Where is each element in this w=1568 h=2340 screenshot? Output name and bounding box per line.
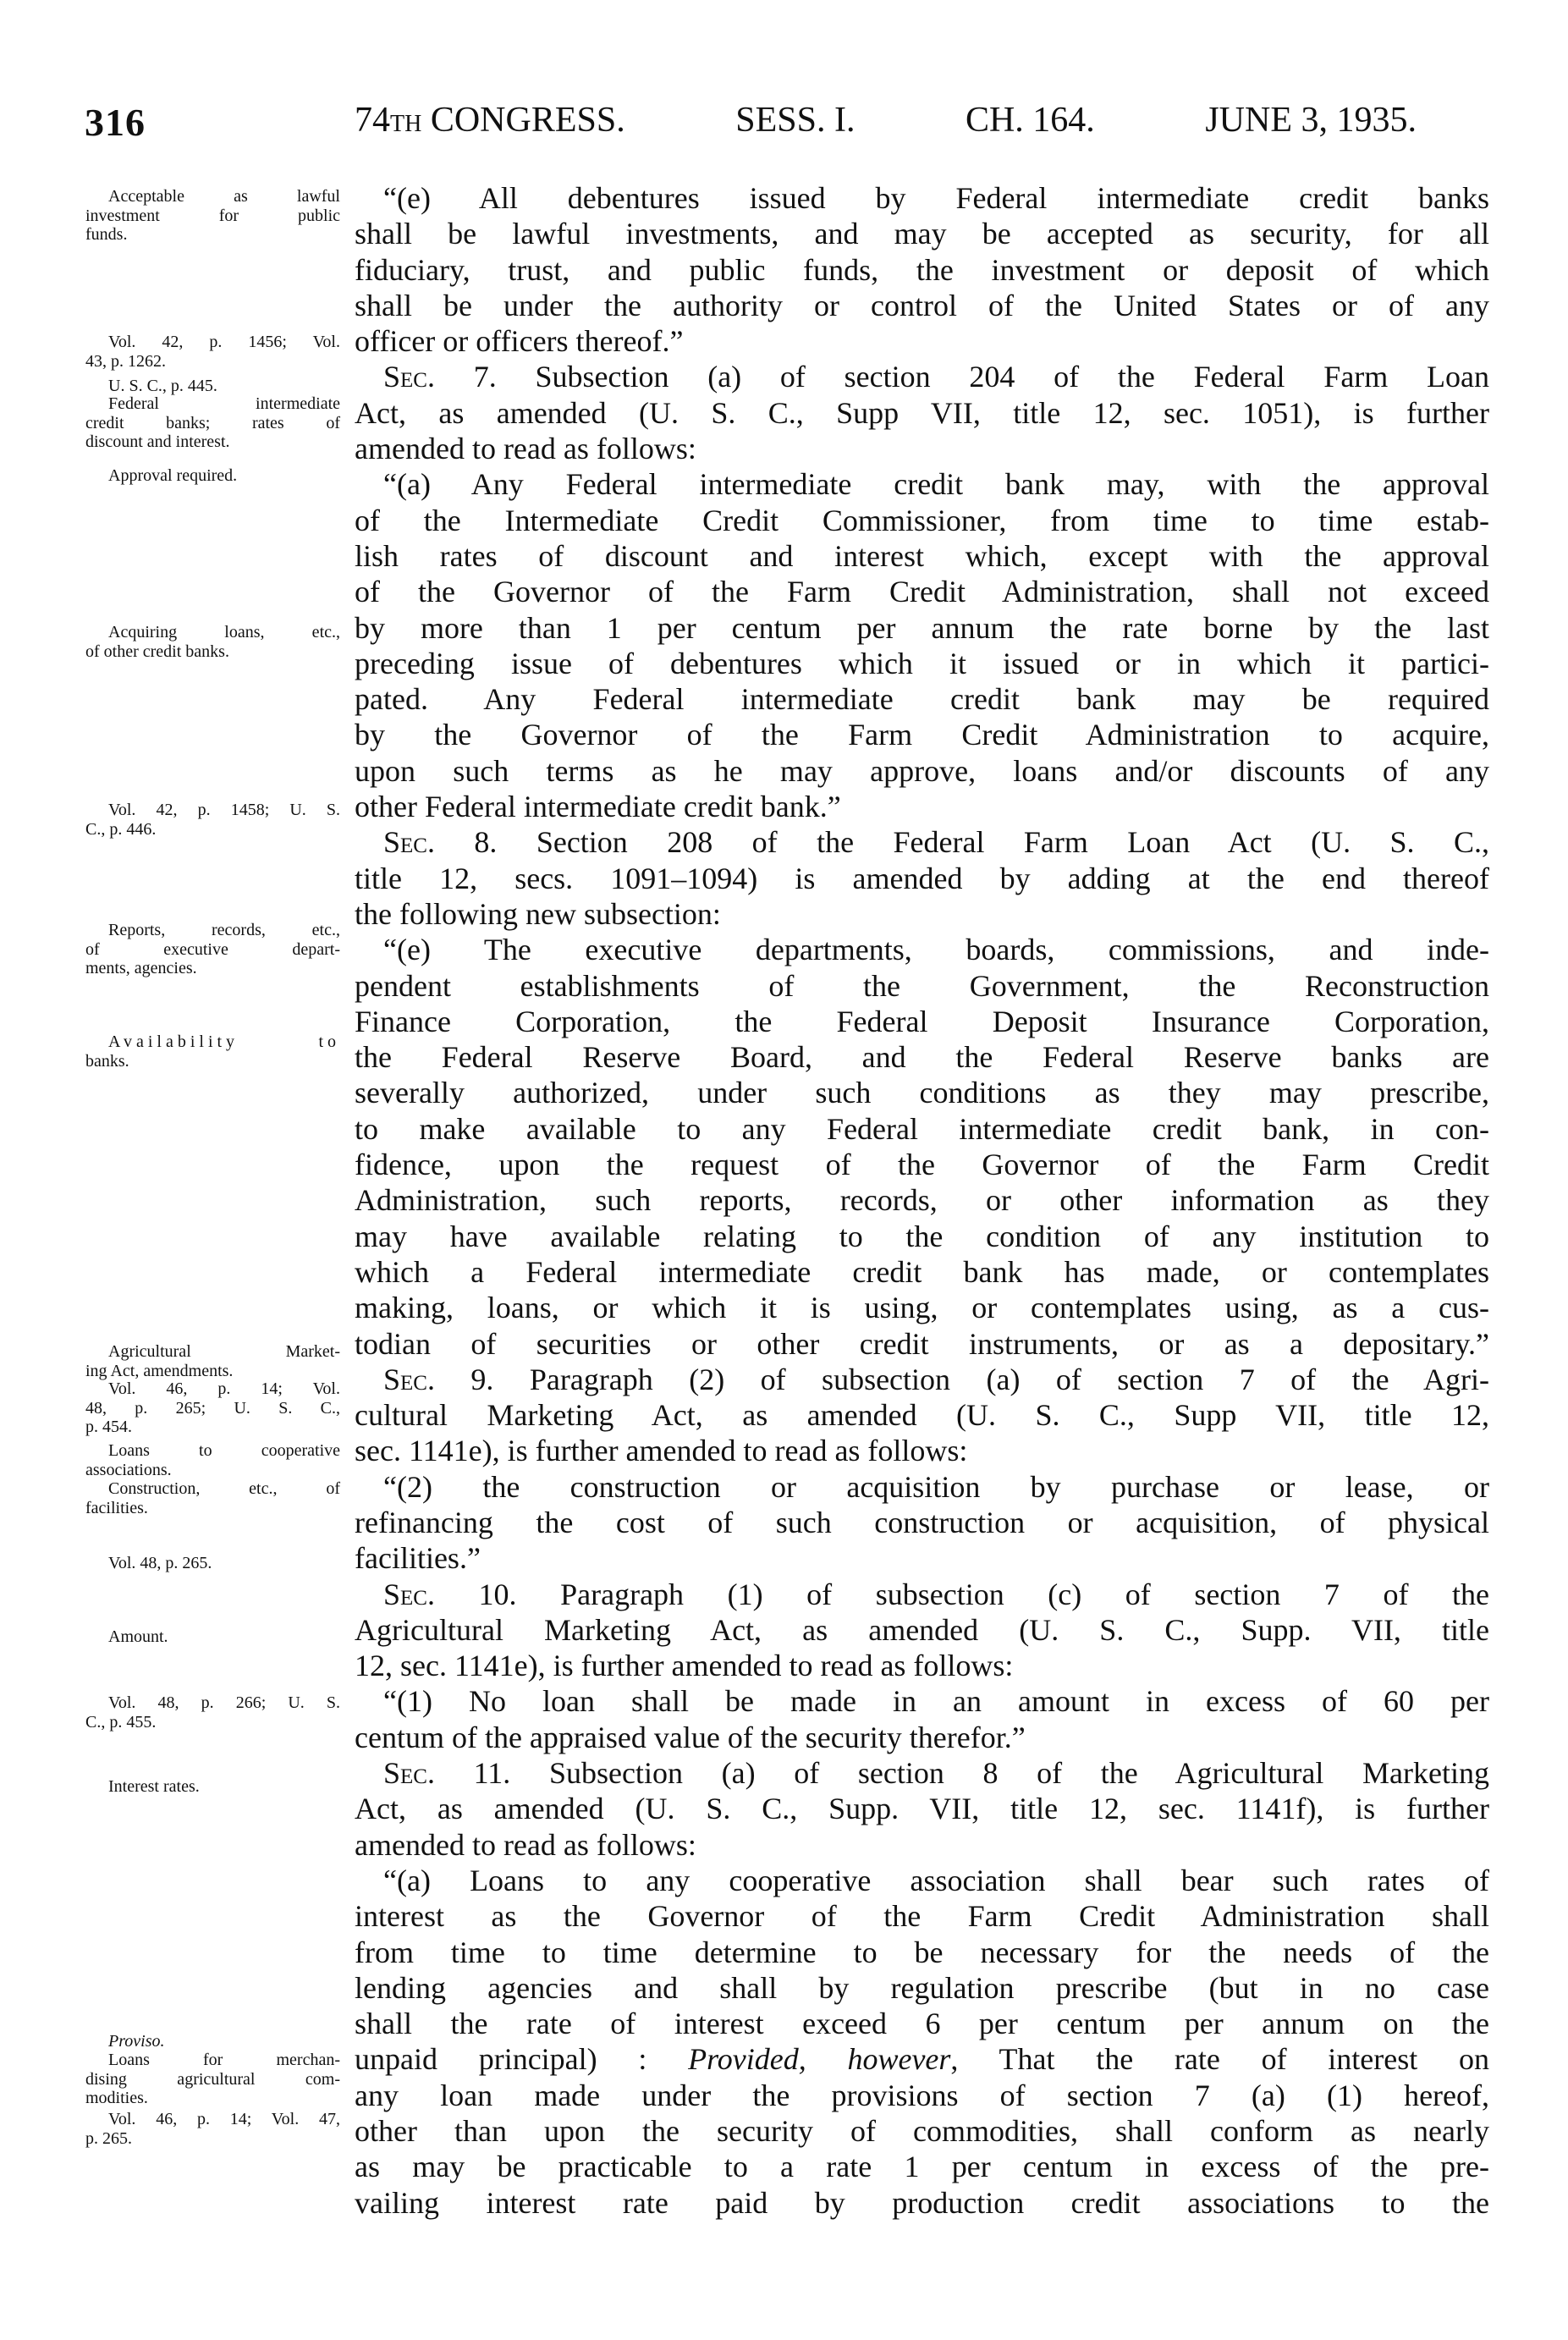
margin-note <box>85 1627 340 1647</box>
margin-note-line: Vol. 46, p. 14; Vol. <box>108 1379 340 1398</box>
body-line <box>355 610 1489 646</box>
chapter-label: CH. 164. <box>965 101 1095 140</box>
line-text: of the Governor of the Farm Credit Administration, shall not exceed <box>355 575 1489 609</box>
body-line <box>355 932 1489 967</box>
line-text: amended to read as follows: <box>355 1827 696 1862</box>
margin-note <box>85 394 340 452</box>
body-line <box>355 1648 1489 1683</box>
margin-note-line: ing Act, amendments. <box>85 1361 234 1380</box>
line-text: 12, sec. 1141e), is further amended to read as follows: <box>355 1649 1014 1683</box>
line-text: which a Federal intermediate credit bank has made, or contemplates <box>355 1254 1489 1289</box>
body-line <box>355 1111 1489 1147</box>
line-text: as may be practicable to a rate 1 per centum in excess of the pre- <box>355 2150 1489 2184</box>
body-line <box>355 1039 1489 1075</box>
body-line <box>355 1362 1489 1397</box>
body-line <box>355 717 1489 752</box>
line-text: unpaid principal) : <box>355 2042 689 2077</box>
body-line <box>355 395 1489 431</box>
body-line <box>355 180 1489 216</box>
body-line <box>355 2078 1489 2113</box>
line-text: Agricultural Marketing Act, as amended (U. S. C., Supp. VII, title <box>355 1612 1489 1647</box>
body-line <box>355 824 1489 860</box>
line-text: pendent establishments of the Government, the Reconstruction <box>355 968 1489 1003</box>
margin-note <box>85 623 340 661</box>
body-line <box>355 896 1489 932</box>
body-line <box>355 574 1489 609</box>
margin-note-line: of executive depart- <box>85 939 340 959</box>
line-text: officer or officers thereof.” <box>355 324 684 359</box>
body-line <box>355 2041 1489 2077</box>
margin-note-line: facilities. <box>85 1498 148 1517</box>
line-text: shall be under the authority or control of the United States or of any <box>355 288 1489 322</box>
margin-note-line: Vol. 46, p. 14; Vol. 47, <box>108 2110 340 2128</box>
body-line <box>355 1290 1489 1325</box>
line-text: upon such terms as he may approve, loans and/or discounts of any <box>355 753 1489 788</box>
line-text: 7. Subsection (a) of section 204 of the Federal Farm Loan <box>434 360 1489 394</box>
margin-note-line: Agricultural Market- <box>108 1342 340 1361</box>
margin-note-line: Interest rates. <box>108 1777 200 1796</box>
body-line <box>355 681 1489 717</box>
body-line <box>355 1863 1489 1898</box>
body-line <box>355 359 1489 394</box>
body-line <box>355 288 1489 323</box>
margin-note <box>85 2110 340 2148</box>
line-text: sec. 1141e), is further amended to read as follows: <box>355 1434 968 1468</box>
line-text: pated. Any Federal intermediate credit bank may be required <box>355 682 1489 717</box>
body-line <box>355 2185 1489 2221</box>
margin-note-line: Proviso. <box>108 2032 165 2051</box>
margin-note-line: Construction, etc., of <box>108 1479 340 1498</box>
body-line <box>355 466 1489 502</box>
body-line <box>355 789 1489 824</box>
margin-note-line: 43, p. 1262. <box>85 351 166 371</box>
line-text: todian of securities or other credit instruments, or as a depositary.” <box>355 1326 1489 1361</box>
line-text: making, loans, or which it is using, or contemplates using, as a cus- <box>355 1291 1489 1325</box>
margin-note-line: C., p. 446. <box>85 819 157 839</box>
margin-note-line: banks. <box>85 1051 129 1071</box>
body-line <box>355 1254 1489 1290</box>
line-text: vailing interest rate paid by production credit associations to the <box>355 2185 1489 2220</box>
margin-note-line: discount and interest. <box>85 432 230 452</box>
margin-note-line: modities. <box>85 2089 148 2108</box>
line-text: interest as the Governor of the Farm Credit Administration shall <box>355 1899 1489 1934</box>
line-text: by the Governor of the Farm Credit Administration to acquire, <box>355 718 1489 752</box>
line-text: cultural Marketing Act, as amended (U. S. C., Supp VII, title 12, <box>355 1398 1489 1433</box>
congress-ordinal: TH <box>390 111 422 137</box>
margin-note-line: ments, agencies. <box>85 959 197 978</box>
line-text: other than upon the security of commodities, shall conform as nearly <box>355 2114 1489 2149</box>
body-line <box>355 2006 1489 2041</box>
line-text: any loan made under the provisions of section 7 (a) (1) hereof, <box>355 2078 1489 2112</box>
line-text: lending agencies and shall by regulation prescribe (but in no case <box>355 1970 1489 2005</box>
body-line <box>355 252 1489 288</box>
statute-body-text <box>355 180 1489 2221</box>
margin-note <box>85 1693 340 1732</box>
margin-note <box>85 466 340 486</box>
line-text: fiduciary, trust, and public funds, the investment or deposit of which <box>355 252 1489 287</box>
margin-note-line: of other credit banks. <box>85 641 229 661</box>
body-line <box>355 323 1489 359</box>
congress-word: CONGRESS. <box>430 101 625 140</box>
body-line <box>355 1540 1489 1576</box>
line-text: 9. Paragraph (2) of subsection (a) of section 7 of the Agri- <box>434 1362 1489 1396</box>
line-text: “(a) Any Federal intermediate credit bank may, with the approval <box>383 467 1489 502</box>
body-line <box>355 1397 1489 1433</box>
body-line <box>355 538 1489 574</box>
body-line <box>355 1720 1489 1755</box>
body-line <box>355 1469 1489 1505</box>
line-text: the Federal Reserve Board, and the Federal Reserve banks are <box>355 1040 1489 1075</box>
margin-note-line: Approval required. <box>108 466 238 485</box>
margin-note-line: Federal intermediate <box>108 394 340 413</box>
body-line <box>355 968 1489 1004</box>
margin-note-line: U. S. C., p. 445. <box>108 377 217 395</box>
line-text: from time to time determine to be necessary for the needs of the <box>355 1935 1489 1969</box>
body-line <box>355 1791 1489 1826</box>
line-text: Administration, such reports, records, or other information as they <box>355 1183 1489 1218</box>
margin-note-line: Amount. <box>108 1627 168 1646</box>
line-text: other Federal intermediate credit bank.” <box>355 790 841 824</box>
congress-label <box>355 100 625 140</box>
margin-note <box>85 1554 340 1573</box>
body-line <box>355 1970 1489 2006</box>
line-text: centum of the appraised value of the security therefor.” <box>355 1720 1026 1754</box>
margin-note-line: Vol. 42, p. 1458; U. S. <box>108 801 340 819</box>
line-text: lish rates of discount and interest which, except with the approval <box>355 538 1489 573</box>
line-text: facilities.” <box>355 1541 481 1576</box>
margin-note-line: Vol. 48, p. 266; U. S. <box>108 1693 340 1712</box>
body-line <box>355 1433 1489 1468</box>
margin-note-line: p. 454. <box>85 1418 132 1437</box>
margin-note-line: Loans for merchan- <box>108 2051 340 2069</box>
italic-text: Provided, however <box>688 2042 951 2077</box>
body-line <box>355 1827 1489 1863</box>
margin-note-line: Vol. 48, p. 265. <box>108 1554 212 1572</box>
line-text: severally authorized, under such conditions as they may prescribe, <box>355 1076 1489 1110</box>
margin-note <box>85 921 340 978</box>
body-line <box>355 1755 1489 1791</box>
margin-note-line: associations. <box>85 1460 172 1479</box>
line-text: to make available to any Federal intermediate credit bank, in con- <box>355 1111 1489 1146</box>
margin-note <box>85 1777 340 1797</box>
line-text: Act, as amended (U. S. C., Supp VII, title 12, sec. 1051), is further <box>355 395 1489 430</box>
line-text: “(1) No loan shall be made in an amount in excess of 60 per <box>383 1684 1489 1719</box>
line-text: 10. Paragraph (1) of subsection (c) of section 7 of the <box>434 1577 1489 1611</box>
line-text: “(e) The executive departments, boards, commissions, and inde- <box>383 933 1489 967</box>
congress-number: 74 <box>355 101 390 140</box>
margin-note <box>85 1479 340 1517</box>
body-line <box>355 1683 1489 1719</box>
line-text: shall the rate of interest exceed 6 per centum per annum on the <box>355 2007 1489 2041</box>
line-text: preceding issue of debentures which it issued or in which it partici- <box>355 646 1489 680</box>
line-text: , That the rate of interest on <box>950 2042 1489 2077</box>
section-label: Sec. <box>383 825 435 860</box>
margin-note-line: Acquiring loans, etc., <box>108 623 340 641</box>
margin-note-line: Reports, records, etc., <box>108 921 340 939</box>
margin-note <box>85 1342 340 1380</box>
line-text: 8. Section 208 of the Federal Farm Loan Act (U. S. C., <box>434 825 1489 860</box>
margin-note-line: Acceptable as lawful <box>108 187 340 206</box>
session-label: SESS. I. <box>735 101 856 140</box>
section-label: Sec. <box>383 1756 435 1791</box>
margin-note <box>85 1032 340 1071</box>
section-label: Sec. <box>383 360 435 394</box>
line-text: “(a) Loans to any cooperative association shall bear such rates of <box>383 1863 1489 1897</box>
line-text: fidence, upon the request of the Governor of the Farm Credit <box>355 1148 1489 1182</box>
margin-note <box>85 377 340 396</box>
margin-note-line: p. 265. <box>85 2128 132 2148</box>
line-text: refinancing the cost of such construction or acquisition, of physical <box>355 1505 1489 1539</box>
margin-note <box>85 1379 340 1437</box>
margin-note-line: Loans to cooperative <box>108 1441 340 1460</box>
margin-note-line: investment for public <box>85 206 340 225</box>
line-text: “(e) All debentures issued by Federal intermediate credit banks <box>383 181 1489 215</box>
margin-note-line: funds. <box>85 225 128 245</box>
margin-note <box>85 187 340 245</box>
line-text: may have available relating to the condition of any institution to <box>355 1219 1489 1253</box>
line-text: Act, as amended (U. S. C., Supp. VII, title 12, sec. 1141f), is further <box>355 1792 1489 1826</box>
margin-note <box>85 333 340 371</box>
body-line <box>355 1577 1489 1612</box>
body-line <box>355 1612 1489 1648</box>
line-text: 11. Subsection (a) of section 8 of the Agricultural Marketing <box>434 1756 1489 1791</box>
line-text: by more than 1 per centum per annum the rate borne by the last <box>355 610 1489 645</box>
body-line <box>355 861 1489 896</box>
body-line <box>355 1935 1489 1970</box>
margin-note-line: dising agricultural com- <box>85 2069 340 2089</box>
margin-note-line: credit banks; rates of <box>85 413 340 432</box>
body-line <box>355 1326 1489 1362</box>
margin-note <box>85 1441 340 1479</box>
body-line <box>355 1182 1489 1218</box>
body-line <box>355 216 1489 251</box>
body-line <box>355 1004 1489 1039</box>
line-text: shall be lawful investments, and may be accepted as security, for all <box>355 217 1489 251</box>
running-head <box>355 100 1417 140</box>
line-text: amended to read as follows: <box>355 432 696 466</box>
margin-note-line: C., p. 455. <box>85 1712 157 1732</box>
body-line <box>355 753 1489 789</box>
margin-note <box>85 2032 340 2051</box>
body-line <box>355 2149 1489 2184</box>
body-line <box>355 503 1489 538</box>
date-label: JUNE 3, 1935. <box>1205 101 1417 140</box>
body-line <box>355 431 1489 466</box>
margin-note-line: Vol. 42, p. 1456; Vol. <box>108 333 340 351</box>
page-number: 316 <box>85 101 146 144</box>
body-line <box>355 646 1489 681</box>
margin-note <box>85 801 340 839</box>
line-text: Finance Corporation, the Federal Deposit Insurance Corporation, <box>355 1004 1489 1038</box>
line-text: the following new subsection: <box>355 896 721 931</box>
margin-note-line: Availability to <box>108 1032 340 1051</box>
body-line <box>355 1898 1489 1934</box>
body-line <box>355 1075 1489 1110</box>
line-text: “(2) the construction or acquisition by purchase or lease, or <box>383 1469 1489 1504</box>
body-line <box>355 2113 1489 2149</box>
margin-note <box>85 2051 340 2108</box>
line-text: of the Intermediate Credit Commissioner, from time to time estab- <box>355 503 1489 537</box>
body-line <box>355 1147 1489 1182</box>
section-label: Sec. <box>383 1362 435 1396</box>
body-line <box>355 1219 1489 1254</box>
line-text: title 12, secs. 1091–1094) is amended by adding at the end thereof <box>355 861 1489 895</box>
section-label: Sec. <box>383 1577 435 1611</box>
margin-note-line: 48, p. 265; U. S. C., <box>85 1398 340 1418</box>
body-line <box>355 1505 1489 1540</box>
